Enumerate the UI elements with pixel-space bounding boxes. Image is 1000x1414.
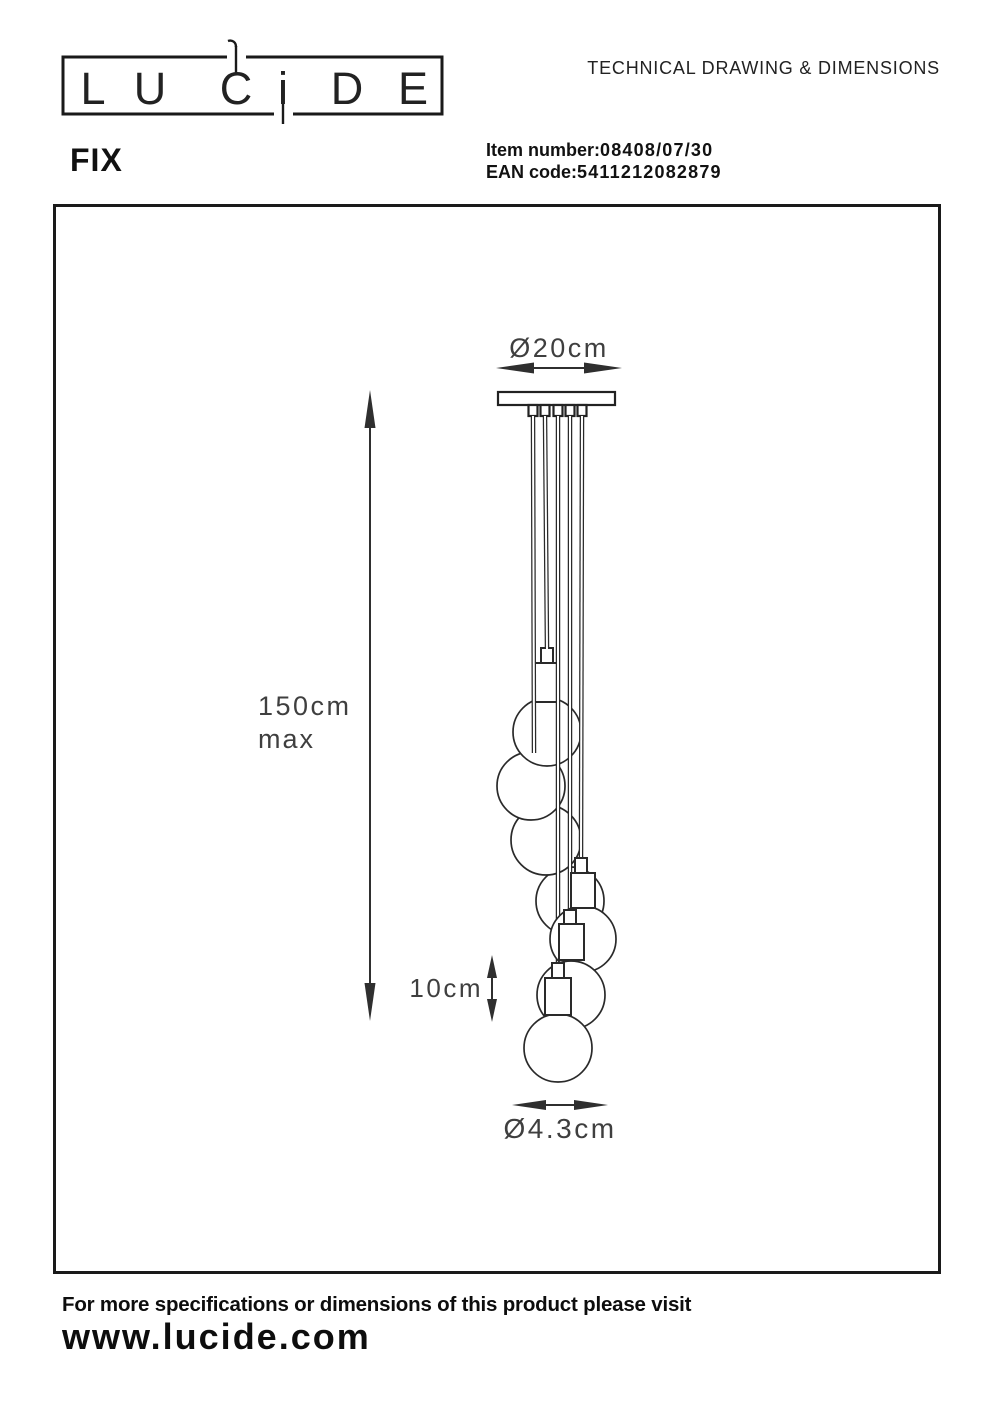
max-height-qualifier: max (258, 724, 316, 754)
footer-website: www.lucide.com (62, 1316, 371, 1357)
logo-letter-u: U (133, 63, 167, 114)
spacing-arrow (487, 955, 497, 1022)
socket-body-5 (571, 873, 595, 908)
ean-value: 5411212082879 (577, 162, 722, 182)
document-title: TECHNICAL DRAWING & DIMENSIONS (587, 58, 940, 78)
socket-body-6 (559, 924, 584, 960)
canopy-diameter-label: Ø20cm (509, 333, 609, 363)
socket-cap-6 (564, 910, 576, 924)
socket-cap-1 (541, 648, 553, 663)
logo-letter-l: L (80, 63, 106, 114)
cord-5 (581, 416, 582, 858)
socket-cap-7 (552, 963, 564, 978)
footer-note: For more specifications or dimensions of this product please visit (62, 1293, 692, 1316)
height-arrow (365, 390, 376, 1021)
cord-1 (533, 416, 534, 753)
canopy-diameter-arrow (496, 363, 622, 374)
socket-body-1 (534, 663, 559, 702)
globe-7 (524, 1014, 592, 1082)
globe-diameter-label: Ø4.3cm (503, 1113, 617, 1144)
logo-letter-c: C (219, 63, 253, 114)
logo-letter-d: D (330, 63, 364, 114)
socket-cap-5 (575, 858, 587, 873)
item-number-label: Item number: (486, 140, 601, 160)
max-height-label: 150cm (258, 691, 352, 721)
product-name: FIX (70, 142, 123, 178)
ceiling-canopy (498, 392, 615, 416)
socket-body-7 (545, 978, 571, 1015)
globe-diameter-arrow (512, 1100, 608, 1110)
cord-2 (545, 416, 547, 649)
logo-letter-i: i (278, 63, 288, 114)
logo-letter-e: E (397, 63, 429, 114)
bulb-spacing-label: 10cm (409, 973, 483, 1003)
ean-label: EAN code: (486, 162, 578, 182)
item-number-value: 08408/07/30 (600, 140, 714, 160)
